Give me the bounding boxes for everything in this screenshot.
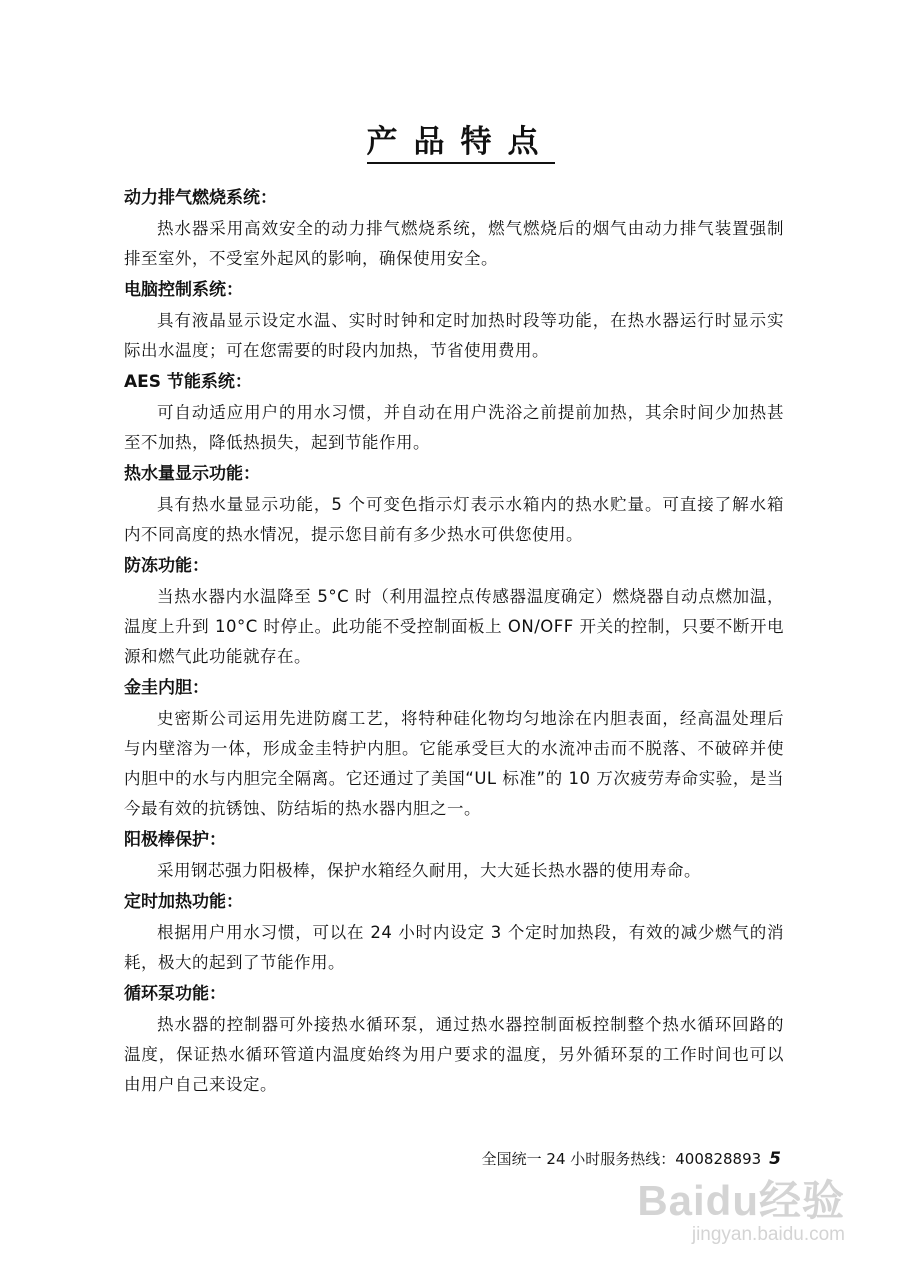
page-footer	[482, 1148, 781, 1169]
feature-section	[124, 182, 784, 274]
title-text: 产品特点	[367, 124, 555, 164]
baidu-watermark	[637, 1168, 845, 1246]
section-heading: 防冻功能：	[124, 556, 209, 576]
watermark-url: jingyan.baidu.com	[691, 1224, 845, 1245]
section-text: 当热水器内水温降至 5°C 时（利用温控点传感器温度确定）燃烧器自动点燃加温，温度上升到 10°C 时停止。此功能不受控制面板上 ON/OFF 开关的控制，只要不断开电源和燃气此功能就存在。	[124, 587, 784, 666]
feature-section	[124, 672, 784, 824]
feature-section	[124, 458, 784, 550]
service-hotline: 全国统一 24 小时服务热线：400828893	[481, 1150, 762, 1168]
section-text: 可自动适应用户的用水习惯，并自动在用户洗浴之前提前加热，其余时间少加热甚至不加热，降低热损失，起到节能作用。	[124, 403, 784, 452]
feature-section	[124, 886, 784, 978]
section-text: 采用钢芯强力阳极棒，保护水箱经久耐用，大大延长热水器的使用寿命。	[157, 861, 701, 880]
section-text: 根据用户用水习惯，可以在 24 小时内设定 3 个定时加热段，有效的减少燃气的消耗，极大的起到了节能作用。	[124, 923, 784, 972]
feature-section	[124, 824, 784, 886]
section-text: 史密斯公司运用先进防腐工艺，将特种硅化物均匀地涂在内胆表面，经高温处理后与内壁溶为一体，形成金圭特护内胆。它能承受巨大的水流冲击而不脱落、不破碎并使内胆中的水与内胆完全隔离。它还通过了美国“UL 标准”的 10 万次疲劳寿命实验，是当今最有效的抗锈蚀、防结垢的热水器内胆之一。	[124, 709, 784, 818]
section-text: 具有热水量显示功能，5 个可变色指示灯表示水箱内的热水贮量。可直接了解水箱内不同高度的热水情况，提示您目前有多少热水可供您使用。	[124, 495, 784, 544]
section-text: 具有液晶显示设定水温、实时时钟和定时加热时段等功能，在热水器运行时显示实际出水温度；可在您需要的时段内加热，节省使用费用。	[124, 311, 784, 360]
section-heading: AES 节能系统：	[124, 372, 252, 392]
feature-section	[124, 550, 784, 672]
section-text: 热水器的控制器可外接热水循环泵，通过热水器控制面板控制整个热水循环回路的温度，保证热水循环管道内温度始终为用户要求的温度，另外循环泵的工作时间也可以由用户自己来设定。	[124, 1015, 784, 1094]
feature-section	[124, 366, 784, 458]
section-heading: 动力排气燃烧系统：	[124, 188, 277, 208]
section-heading: 循环泵功能：	[124, 984, 226, 1004]
feature-list	[124, 182, 784, 1100]
section-text: 热水器采用高效安全的动力排气燃烧系统，燃气燃烧后的烟气由动力排气装置强制排至室外，不受室外起风的影响，确保使用安全。	[124, 219, 784, 268]
page-number: 5	[769, 1149, 781, 1169]
section-heading: 热水量显示功能：	[124, 464, 260, 484]
feature-section	[124, 274, 784, 366]
watermark-logo: Baidu经验	[637, 1177, 845, 1224]
section-heading: 阳极棒保护：	[124, 830, 226, 850]
feature-section	[124, 978, 784, 1100]
section-heading: 定时加热功能：	[124, 892, 243, 912]
section-heading: 金圭内胆：	[124, 678, 209, 698]
page-title	[0, 116, 905, 161]
section-heading: 电脑控制系统：	[124, 280, 243, 300]
